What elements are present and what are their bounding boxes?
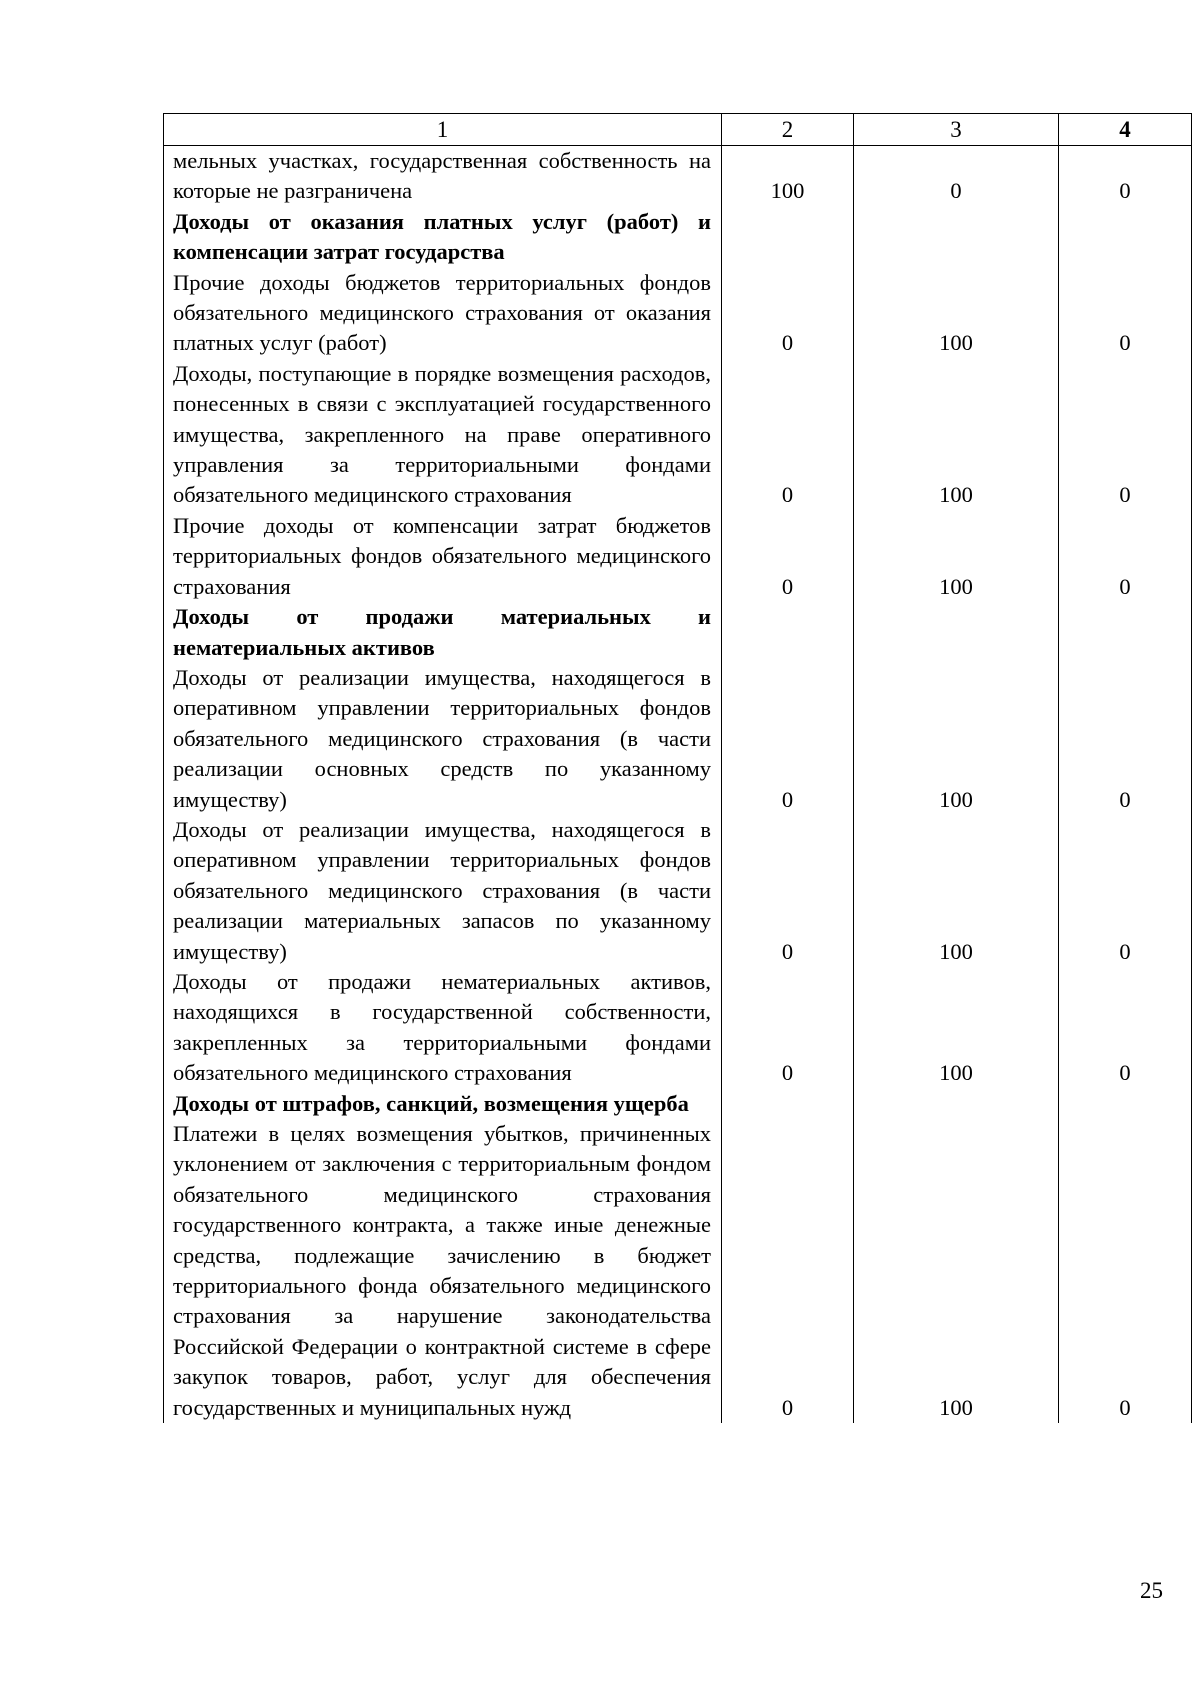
table-row [164, 815, 1192, 967]
section-heading: Доходы от оказания платных услуг (работ) и компенсации затрат государства [164, 207, 722, 268]
column-header-1: 1 [164, 114, 722, 146]
column-header-2: 2 [722, 114, 854, 146]
section-heading: Доходы от штрафов, санкций, возмещения ущерба [164, 1089, 722, 1119]
value-col-3: 100 [854, 268, 1059, 359]
page-number: 25 [1140, 1578, 1163, 1603]
value-col-4: 0 [1059, 815, 1192, 967]
column-header-4: 4 [1059, 114, 1192, 146]
value-col-3: 100 [854, 663, 1059, 815]
table-row [164, 511, 1192, 602]
income-description: мельных участках, государственная собственность на которые не разграничена [164, 146, 722, 207]
value-col-2: 0 [722, 511, 854, 602]
value-col-2 [722, 1089, 854, 1119]
section-heading-row [164, 207, 1192, 268]
table-row [164, 268, 1192, 359]
table-row [164, 967, 1192, 1089]
income-description: Доходы от продажи нематериальных активов, находящихся в государственной собственности, закрепленных за территориальными фондами обязательного медицинского страхования [164, 967, 722, 1089]
value-col-2: 0 [722, 359, 854, 511]
value-col-2 [722, 207, 854, 268]
table-row [164, 146, 1192, 207]
table-body [164, 146, 1192, 1424]
income-description: Доходы от реализации имущества, находящегося в оперативном управлении территориальных фондов обязательного медицинского страхования (в части реализации материальных запасов по указанному имуществу) [164, 815, 722, 967]
header-row [164, 114, 1192, 146]
value-col-2: 0 [722, 967, 854, 1089]
value-col-2: 100 [722, 146, 854, 207]
value-col-4: 0 [1059, 663, 1192, 815]
value-col-3 [854, 207, 1059, 268]
column-header-3: 3 [854, 114, 1059, 146]
value-col-2: 0 [722, 815, 854, 967]
section-heading: Доходы от продажи материальных и нематериальных активов [164, 602, 722, 663]
value-col-3 [854, 1089, 1059, 1119]
income-description: Доходы от реализации имущества, находящегося в оперативном управлении территориальных фондов обязательного медицинского страхования (в части реализации основных средств по указанному имуществу) [164, 663, 722, 815]
income-distribution-table [163, 113, 1192, 1423]
value-col-2: 0 [722, 268, 854, 359]
value-col-4: 0 [1059, 1119, 1192, 1423]
income-description: Доходы, поступающие в порядке возмещения расходов, понесенных в связи с эксплуатацией государственного имущества, закрепленного на праве оперативного управления за территориальными фондами обязательного медицинского страхования [164, 359, 722, 511]
value-col-3: 0 [854, 146, 1059, 207]
income-description: Платежи в целях возмещения убытков, причиненных уклонением от заключения с территориальным фондом обязательного медицинского страхования государственного контракта, а также иные денежные средства, подлежащие зачислению в бюджет территориального фонда обязательного медицинского страхования за нарушение законодательства Российской Федерации о контрактной системе в сфере закупок товаров, работ, услуг для обеспечения государственных и муниципальных нужд [164, 1119, 722, 1423]
income-description: Прочие доходы от компенсации затрат бюджетов территориальных фондов обязательного медицинского страхования [164, 511, 722, 602]
value-col-3: 100 [854, 359, 1059, 511]
value-col-4 [1059, 207, 1192, 268]
value-col-4 [1059, 602, 1192, 663]
value-col-3: 100 [854, 815, 1059, 967]
value-col-4: 0 [1059, 268, 1192, 359]
value-col-4: 0 [1059, 146, 1192, 207]
value-col-4: 0 [1059, 359, 1192, 511]
value-col-2 [722, 602, 854, 663]
value-col-2: 0 [722, 1119, 854, 1423]
income-description: Прочие доходы бюджетов территориальных фондов обязательного медицинского страхования от оказания платных услуг (работ) [164, 268, 722, 359]
value-col-4: 0 [1059, 967, 1192, 1089]
section-heading-row [164, 1089, 1192, 1119]
table-row [164, 1119, 1192, 1423]
value-col-4 [1059, 1089, 1192, 1119]
table-row [164, 663, 1192, 815]
value-col-4: 0 [1059, 511, 1192, 602]
table-row [164, 359, 1192, 511]
value-col-2: 0 [722, 663, 854, 815]
value-col-3 [854, 602, 1059, 663]
value-col-3: 100 [854, 511, 1059, 602]
value-col-3: 100 [854, 1119, 1059, 1423]
value-col-3: 100 [854, 967, 1059, 1089]
section-heading-row [164, 602, 1192, 663]
